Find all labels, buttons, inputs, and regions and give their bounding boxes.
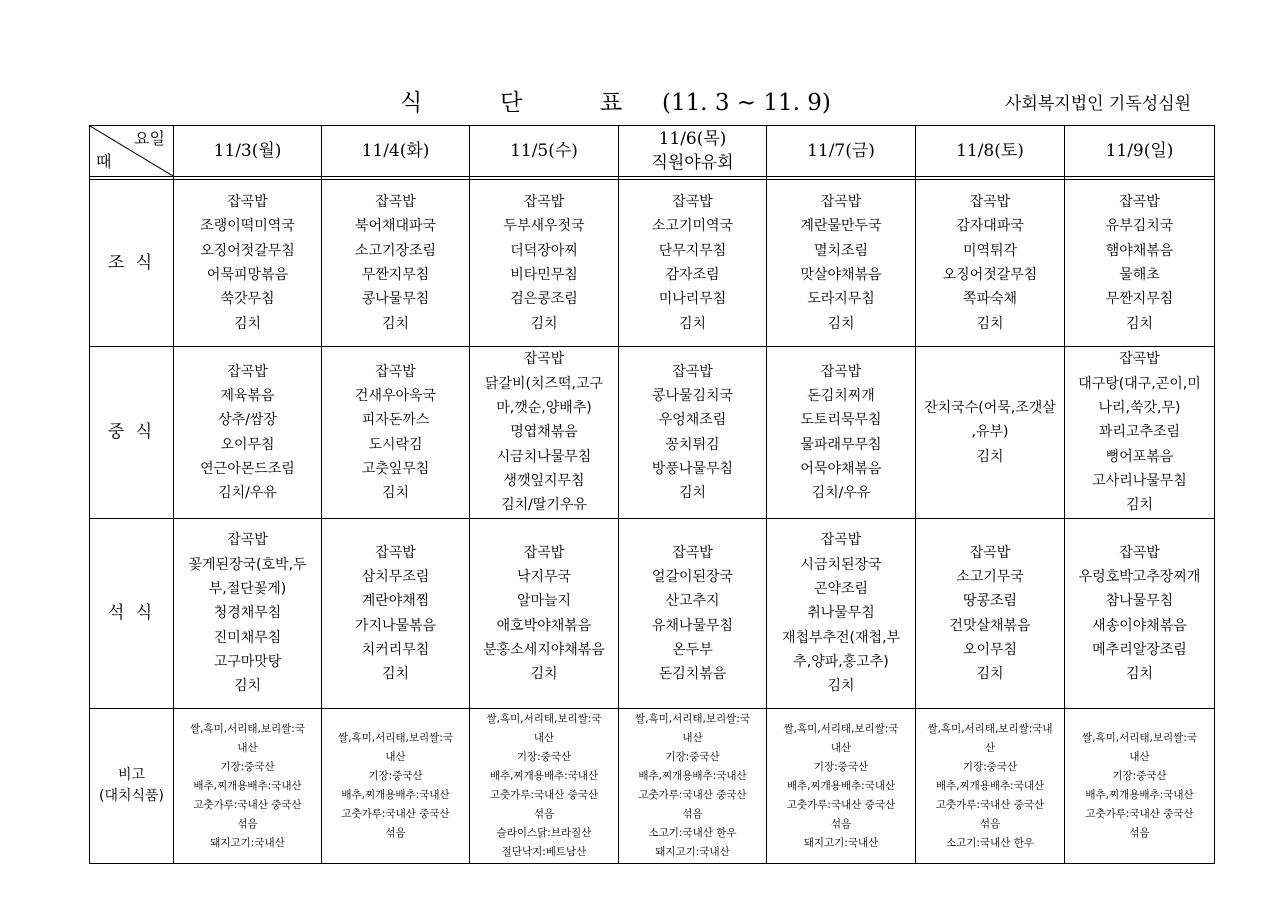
menu-item: 땅콩조림: [962, 593, 1018, 610]
menu-item: 김치/딸기우유: [501, 497, 587, 514]
menu-item: 우렁호박고추장찌개: [1078, 568, 1201, 585]
note-line: 내산: [385, 751, 406, 763]
menu-item: 잡곡밥: [672, 363, 713, 380]
note-line: 돼지고기:국내산: [210, 836, 285, 849]
menu-item: 잡곡밥: [523, 544, 565, 561]
menu-item: 김치: [976, 315, 1004, 332]
day-header: 11/9(일): [1065, 126, 1215, 177]
note-line: 고춧가루:국내산 중국산: [341, 808, 450, 820]
menu-item: 햄야채볶음: [1105, 242, 1174, 259]
note-line: 기장:중국산: [516, 751, 572, 763]
note-line: 소고기:국내산 한우: [945, 836, 1035, 849]
menu-item: 꽃게된장국(호박,두: [188, 556, 307, 573]
dinner-row: [90, 519, 1215, 709]
menu-item: 잡곡밥: [820, 532, 862, 549]
menu-item: 어묵야채볶음: [800, 460, 882, 477]
menu-item: 오이무침: [962, 641, 1018, 658]
note-label: 비고 (대치식품): [90, 709, 174, 864]
menu-item: 얼갈이된장국: [651, 568, 734, 585]
menu-item: 감자대파국: [956, 218, 1024, 235]
meal-label: 중 식: [90, 347, 174, 519]
menu-item: 잡곡밥: [820, 194, 862, 211]
menu-item: 콩나물무침: [361, 291, 430, 308]
menu-item: 잡곡밥: [227, 532, 268, 549]
lunch-row: [90, 347, 1215, 519]
organization-name: 사회복지법인 기독성심원: [1005, 94, 1192, 114]
menu-item: 건새우아욱국: [354, 387, 437, 404]
menu-item: 시금치나물무침: [496, 448, 592, 465]
day-subtitle: 직원야유회: [651, 153, 734, 173]
menu-item: 쪽파숙채: [962, 291, 1018, 308]
menu-item: 낙지무국: [516, 568, 572, 585]
page-title: [400, 84, 831, 117]
menu-item: 꽁치튀김: [665, 436, 720, 453]
note-line: 배추,찌개용배추:국내산: [935, 779, 1045, 792]
menu-item: 김치/우유: [218, 485, 277, 502]
menu-cell: [174, 519, 322, 709]
menu-cell: [322, 347, 470, 519]
menu-item: 잡곡밥: [672, 194, 713, 211]
note-line: 쌀,흑미,서리태,보리쌀:국: [486, 713, 602, 725]
menu-cell: [767, 180, 916, 347]
menu-item: 잡곡밥: [227, 194, 268, 211]
menu-cell: [470, 180, 619, 347]
menu-item: 김치: [678, 315, 707, 332]
menu-item: 연근아몬드조림: [200, 460, 295, 477]
note-line: 섞음: [979, 817, 1001, 830]
breakfast-row: [90, 180, 1215, 347]
note-line: 배추,찌개용배추:국내산: [489, 770, 599, 782]
meal-label: 조 식: [90, 180, 174, 347]
menu-item: 비타민무침: [510, 267, 578, 283]
note-line: 섞음: [237, 817, 258, 830]
note-line: 섞음: [1129, 827, 1150, 839]
menu-item: 잔치국수(어묵,조갯살: [924, 400, 1056, 417]
note-line: 고춧가루:국내산 중국산: [638, 789, 747, 801]
menu-item: 김치: [381, 315, 410, 332]
note-line: 쌀,흑미,서리태,보리쌀:국: [190, 722, 305, 735]
note-line: 기장:중국산: [665, 751, 720, 763]
menu-item: 유채나물무침: [651, 617, 734, 634]
note-line: 돼지고기:국내산: [655, 846, 730, 858]
menu-item: 고사리나물무침: [1092, 472, 1187, 489]
note-line: 쌀,흑미,서리태,보리쌀:국: [338, 732, 453, 744]
meal-label: 석 식: [90, 519, 174, 709]
menu-item: 잡곡밥: [1119, 351, 1160, 368]
menu-item: 도라지무침: [807, 291, 875, 308]
menu-item: 고구마맛탕: [213, 653, 282, 670]
menu-item: 더덕장아찌: [510, 242, 578, 259]
menu-item: 곤약조림: [813, 581, 869, 598]
menu-item: 부,절단꽃게): [208, 581, 287, 598]
menu-item: 시금치된장국: [800, 556, 882, 573]
menu-item: 고춧잎무침: [361, 460, 430, 477]
menu-item: 상추/쌈장: [218, 412, 277, 429]
menu-item: 소고기무국: [956, 568, 1024, 585]
corner-cell: [90, 126, 174, 177]
menu-cell: [916, 519, 1065, 709]
menu-cell: [1065, 180, 1215, 347]
menu-item: 참나물무침: [1105, 593, 1174, 610]
menu-item: 검은콩조림: [510, 291, 578, 308]
menu-cell: [1065, 519, 1215, 709]
menu-item: 가지나물볶음: [354, 617, 437, 634]
note-line: 섞음: [385, 827, 406, 839]
day-label: 요일: [134, 129, 165, 148]
note-line: 고춧가루:국내산 중국산: [786, 798, 896, 811]
menu-table: [89, 125, 1215, 864]
note-line: 쌀,흑미,서리태,보리쌀:국내: [927, 722, 1053, 735]
menu-item: 오이무침: [220, 436, 275, 453]
menu-item: 알마늘지: [516, 593, 572, 610]
note-cell: [322, 709, 470, 864]
menu-item: 미나리무침: [658, 291, 727, 308]
note-line: 섞음: [830, 817, 852, 830]
note-line: 배추,찌개용배추:국내산: [638, 770, 747, 782]
menu-item: 김치: [530, 666, 558, 683]
menu-item: 재첩부추전(재첩,부: [781, 629, 901, 646]
menu-cell: [916, 347, 1065, 519]
title-char-1: 식: [400, 90, 423, 116]
menu-item: 미역튀각: [962, 242, 1018, 259]
menu-item: 나리,쑥갓,무): [1098, 400, 1181, 417]
header-row: [90, 126, 1215, 177]
menu-item: 김치: [1125, 497, 1154, 514]
time-label: 때: [96, 152, 112, 171]
note-cell: [767, 709, 916, 864]
menu-item: 도토리묵무침: [800, 412, 882, 429]
menu-item: 생깻잎지무침: [503, 472, 585, 489]
menu-item: 단무지무침: [658, 242, 727, 259]
menu-item: 산고추지: [665, 593, 720, 610]
menu-item: 맛살야채볶음: [800, 267, 882, 283]
note-line: 슬라이스닭:브라질산: [496, 827, 592, 839]
menu-item: 잡곡밥: [672, 544, 713, 561]
menu-item: 잡곡밥: [523, 351, 565, 368]
menu-item: 김치/우유: [811, 485, 871, 502]
menu-item: 제육볶음: [220, 387, 275, 404]
menu-item: 진미채무침: [213, 629, 282, 646]
menu-item: 잡곡밥: [1119, 194, 1160, 211]
note-line: 기장:중국산: [1112, 770, 1167, 782]
menu-cell: [916, 180, 1065, 347]
note-line: 섞음: [533, 808, 555, 820]
menu-item: 잡곡밥: [227, 363, 268, 380]
menu-item: 물파래무무침: [800, 436, 882, 453]
note-cell: [619, 709, 767, 864]
menu-item: 닭갈비(치즈떡,고구: [484, 375, 604, 392]
menu-item: 꽈리고추조림: [1098, 424, 1181, 441]
menu-cell: [767, 519, 916, 709]
note-line: 내산: [237, 741, 258, 754]
menu-item: 유부김치국: [1105, 218, 1174, 235]
menu-cell: [470, 347, 619, 519]
menu-cell: [174, 347, 322, 519]
menu-item: 분홍소세지야채볶음: [483, 641, 605, 658]
menu-item: 대구탕(대구,곤이,미: [1078, 375, 1201, 392]
menu-item: 소고기미역국: [651, 218, 734, 235]
menu-item: 김치: [678, 485, 707, 502]
note-line: 기장:중국산: [220, 760, 275, 773]
menu-item: 멸치조림: [813, 242, 869, 259]
menu-item: 잡곡밥: [969, 544, 1011, 561]
note-line: 소고기:국내산 한우: [648, 827, 737, 839]
note-line: 기장:중국산: [813, 760, 869, 773]
title-date-range: (11. 3 ~ 11. 9): [662, 90, 831, 116]
note-line: 고춧가루:국내산 중국산: [489, 789, 599, 801]
day-header: 11/7(금): [767, 126, 916, 177]
menu-item: 김치: [233, 315, 262, 332]
menu-item: 마,깻순,양배추): [496, 400, 592, 417]
menu-item: 북어채대파국: [354, 218, 437, 235]
menu-item: 뻥어포볶음: [1105, 448, 1174, 465]
menu-item: 계란물만두국: [800, 218, 882, 235]
note-line: 내산: [830, 741, 852, 754]
menu-item: 잡곡밥: [523, 194, 565, 211]
menu-item: ,유부): [971, 424, 1009, 441]
note-line: 쌀,흑미,서리태,보리쌀:국: [635, 713, 750, 725]
note-line: 산: [984, 741, 996, 754]
menu-item: 취나물무침: [807, 605, 875, 622]
menu-item: 잡곡밥: [375, 194, 416, 211]
menu-item: 김치: [976, 448, 1004, 465]
menu-item: 온두부: [672, 641, 713, 658]
day-header: 11/8(토): [916, 126, 1065, 177]
menu-item: 건맛살채볶음: [949, 617, 1031, 634]
menu-cell: [1065, 347, 1215, 519]
menu-item: 두부새우젓국: [503, 218, 585, 235]
menu-item: 오징어젓갈무침: [942, 267, 1038, 283]
menu-item: 콩나물김치국: [651, 387, 734, 404]
menu-item: 어묵피망볶음: [206, 267, 289, 283]
menu-item: 치커리무침: [361, 641, 430, 658]
menu-item: 추,양파,홍고추): [793, 653, 889, 670]
note-line: 내산: [1129, 751, 1150, 763]
menu-item: 잡곡밥: [375, 544, 416, 561]
note-cell: [470, 709, 619, 864]
menu-item: 잡곡밥: [820, 363, 862, 380]
note-cell: [1065, 709, 1215, 864]
note-line: 내산: [682, 732, 703, 744]
note-line: 기장:중국산: [962, 760, 1018, 773]
menu-item: 김치: [530, 315, 558, 332]
note-row: [90, 709, 1215, 864]
note-line: 배추,찌개용배추:국내산: [193, 779, 302, 792]
menu-item: 돈김치찌개: [807, 387, 875, 404]
menu-cell: [322, 519, 470, 709]
menu-cell: [470, 519, 619, 709]
day-header: 11/3(월): [174, 126, 322, 177]
menu-cell: [322, 180, 470, 347]
note-line: 절단낙지:베트남산: [501, 846, 587, 858]
day-header: 11/5(수): [470, 126, 619, 177]
menu-item: 무짠지무침: [1105, 291, 1174, 308]
menu-item: 김치: [1125, 315, 1154, 332]
menu-cell: [619, 347, 767, 519]
note-cell: [916, 709, 1065, 864]
note-cell: [174, 709, 322, 864]
menu-item: 오징어젓갈무침: [200, 242, 295, 259]
menu-item: 새송이야채볶음: [1092, 617, 1187, 634]
menu-item: 잡곡밥: [1119, 544, 1160, 561]
menu-cell: [174, 180, 322, 347]
note-line: 쌀,흑미,서리태,보리쌀:국: [1082, 732, 1197, 744]
menu-item: 물해초: [1119, 267, 1160, 283]
menu-item: 쑥갓무침: [220, 291, 275, 308]
title-char-3: 표: [600, 90, 623, 116]
menu-item: 계란야채찜: [361, 593, 430, 610]
menu-item: 김치: [976, 666, 1004, 683]
note-line: 배추,찌개용배추:국내산: [786, 779, 896, 792]
note-line: 내산: [533, 732, 555, 744]
menu-item: 김치: [381, 485, 410, 502]
note-line: 기장:중국산: [368, 770, 423, 782]
menu-item: 청경채무침: [213, 605, 282, 622]
menu-item: 김치: [827, 678, 855, 695]
menu-item: 우엉채조림: [658, 412, 727, 429]
menu-item: 소고기장조림: [354, 242, 437, 259]
menu-item: 도시락김: [368, 436, 423, 453]
menu-item: 김치: [381, 666, 410, 683]
menu-item: 조랭이떡미역국: [200, 218, 295, 235]
note-line: 고춧가루:국내산 중국산: [935, 798, 1045, 811]
note-line: 배추,찌개용배추:국내산: [341, 789, 450, 801]
note-line: 섞음: [682, 808, 703, 820]
menu-item: 무짠지무침: [361, 267, 430, 283]
title-char-2: 단: [500, 90, 523, 116]
menu-item: 잡곡밥: [375, 363, 416, 380]
menu-cell: [619, 180, 767, 347]
menu-item: 피자돈까스: [361, 412, 430, 429]
note-line: 고춧가루:국내산 중국산: [193, 798, 302, 811]
day-header: 11/4(화): [322, 126, 470, 177]
menu-item: 김치: [1125, 666, 1154, 683]
note-line: 돼지고기:국내산: [803, 836, 879, 849]
menu-item: 돈김치볶음: [658, 666, 727, 683]
menu-item: 잡곡밥: [969, 194, 1011, 211]
note-line: 쌀,흑미,서리태,보리쌀:국: [783, 722, 899, 735]
day-header: 11/6(목) 직원야유회: [619, 126, 767, 177]
menu-item: 방풍나물무침: [651, 460, 734, 477]
menu-cell: [767, 347, 916, 519]
note-line: 고춧가루:국내산 중국산: [1085, 808, 1194, 820]
note-line: 배추,찌개용배추:국내산: [1085, 789, 1194, 801]
menu-item: 메추리알장조림: [1092, 641, 1187, 658]
menu-item: 김치: [827, 315, 855, 332]
menu-item: 애호박야채볶음: [496, 617, 592, 634]
menu-item: 김치: [233, 678, 262, 695]
menu-cell: [619, 519, 767, 709]
menu-item: 감자조림: [665, 267, 720, 283]
menu-item: 삼치무조림: [361, 568, 430, 585]
menu-item: 명엽채볶음: [510, 424, 578, 441]
